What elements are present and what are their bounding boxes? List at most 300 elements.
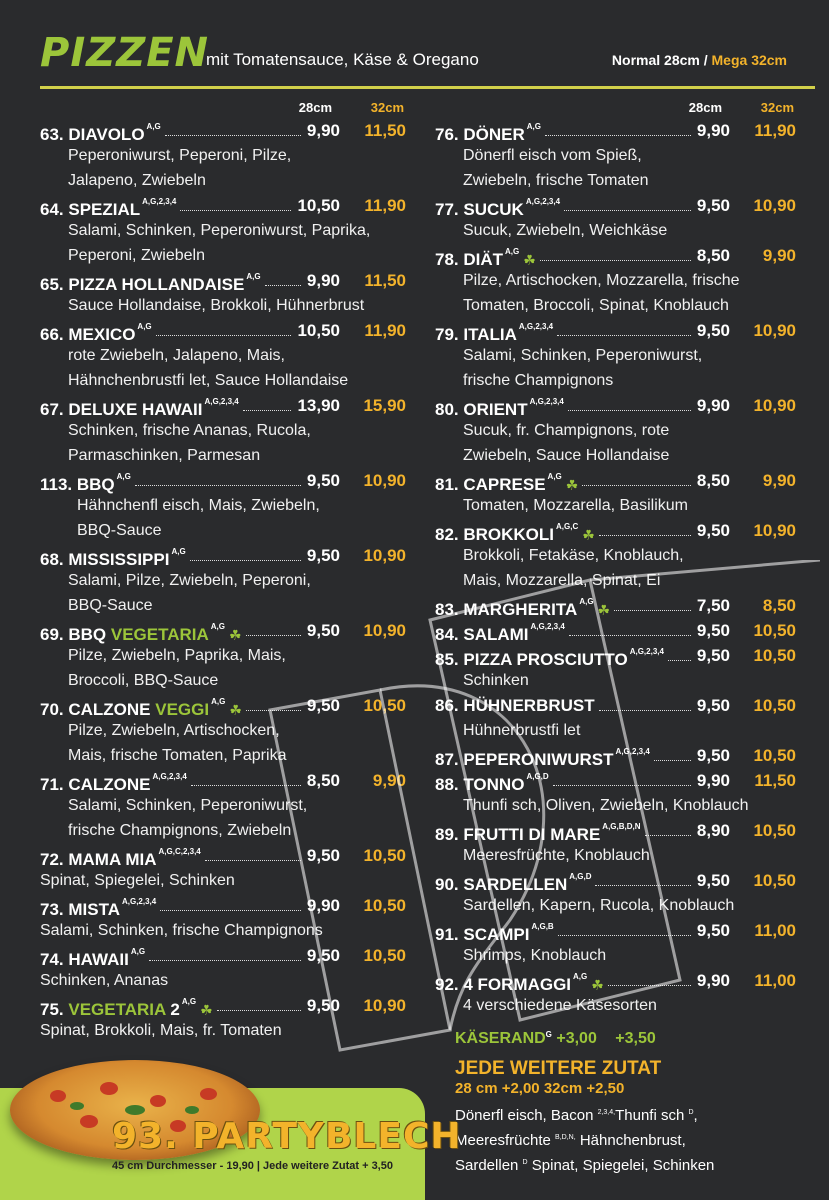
menu-item-name: 82. BROKKOLI <box>435 524 555 544</box>
menu-item <box>40 468 410 543</box>
leader-dots <box>599 709 691 711</box>
leader-dots <box>265 284 301 286</box>
menu-item <box>435 693 800 743</box>
allergen-code: A,G <box>171 547 186 556</box>
price-28cm: 9,50 <box>306 946 340 965</box>
price-28cm: 7,50 <box>696 596 730 615</box>
leaf-icon: ☘ <box>200 1001 213 1018</box>
price-32cm: 11,00 <box>754 971 796 990</box>
leader-dots <box>540 259 691 261</box>
allergen-code: B,D,N, <box>555 1134 576 1141</box>
menu-item-description: frische Champignons <box>463 372 614 389</box>
menu-item <box>435 318 800 393</box>
menu-item-row <box>435 518 800 543</box>
kaeserand-price-28: +3,00 <box>556 1030 597 1048</box>
menu-item <box>435 468 800 518</box>
menu-item <box>435 518 800 593</box>
menu-item-description: Hühnerbrustfi let <box>463 722 581 739</box>
menu-item <box>435 618 800 643</box>
menu-item-name: 92. 4 FORMAGGI <box>435 974 572 994</box>
allergen-code: A,G <box>210 622 226 631</box>
menu-item <box>40 393 410 468</box>
allergen-code: A,G <box>547 472 562 481</box>
menu-item-title <box>435 647 664 669</box>
extra-topping-line <box>455 1127 815 1152</box>
kaeserand-allergen: G <box>545 1030 552 1039</box>
menu-item-description: Jalapeno, Zwiebeln <box>68 172 206 189</box>
leader-dots <box>569 634 691 636</box>
allergen-code: A,G,D <box>526 772 549 781</box>
price-32cm: 10,50 <box>753 821 796 840</box>
leader-dots <box>180 209 291 211</box>
menu-item-row <box>435 468 800 493</box>
price-28cm: 9,50 <box>696 321 730 340</box>
menu-item <box>40 843 410 893</box>
menu-item-description: Hähnchenfl eisch, Mais, Zwiebeln, <box>77 497 320 514</box>
leader-dots <box>595 884 691 886</box>
menu-item <box>40 318 410 393</box>
topping-text: , <box>693 1107 698 1124</box>
allergen-code: A,G,2,3,4 <box>530 622 565 631</box>
menu-item <box>435 393 800 468</box>
menu-item-title <box>40 397 239 419</box>
menu-item-title <box>40 947 146 969</box>
menu-item-name: 85. PIZZA PROSCIUTTO <box>435 649 628 669</box>
leader-dots <box>614 609 691 611</box>
menu-item-name: 91. SCAMPI <box>435 924 530 944</box>
veg-label: VEGGI <box>155 699 210 719</box>
price-32cm: 10,50 <box>753 646 796 665</box>
price-32cm: 10,50 <box>363 846 406 865</box>
price-32cm: 10,50 <box>753 696 796 715</box>
menu-item-description: BBQ-Sauce <box>68 597 153 614</box>
veg-label: VEGETARIA <box>110 624 209 644</box>
menu-item-description: Tomaten, Broccoli, Spinat, Knoblauch <box>463 297 729 314</box>
kaeserand-label: KÄSERAND <box>455 1030 546 1048</box>
menu-item-row <box>435 743 800 768</box>
menu-item-row <box>435 243 800 268</box>
menu-item-description: Schinken <box>463 672 529 689</box>
menu-column-right <box>435 98 800 1018</box>
menu-item-name: 72. MAMA MIA <box>40 849 157 869</box>
header-divider <box>40 86 815 89</box>
menu-item-description: Pilze, Zwiebeln, Artischocken, <box>68 722 280 739</box>
price-28cm: 8,90 <box>696 821 730 840</box>
leader-dots <box>557 334 691 336</box>
allergen-code: A,G,2,3,4 <box>525 197 561 206</box>
size-mega: Mega 32cm <box>711 52 787 68</box>
menu-item <box>435 593 800 618</box>
menu-item <box>40 118 410 193</box>
menu-item-title <box>435 472 579 494</box>
menu-item-row <box>40 193 410 218</box>
allergen-code: A,G <box>573 972 588 981</box>
menu-item-title <box>435 772 549 794</box>
price-32cm: 10,90 <box>363 471 406 490</box>
menu-item-name: 75. <box>40 999 69 1019</box>
menu-item-row <box>40 693 410 718</box>
price-32cm: 10,90 <box>363 546 406 565</box>
menu-item-title <box>40 772 187 794</box>
allergen-code: A,G,2,3,4 <box>152 772 187 781</box>
allergen-code: A,G,B,D,N <box>602 822 641 831</box>
menu-item-title <box>435 747 650 769</box>
menu-item-row <box>435 693 800 718</box>
allergen-code: A,G <box>130 947 146 956</box>
menu-item-description: Broccoli, BBQ-Sauce <box>68 672 219 689</box>
menu-item-title <box>40 547 186 569</box>
price-32cm: 10,90 <box>363 996 406 1015</box>
menu-column-left <box>40 98 410 1043</box>
price-32cm: 15,90 <box>363 396 406 415</box>
menu-item <box>40 268 410 318</box>
extra-topping-line <box>455 1152 815 1177</box>
allergen-code: A,G <box>246 272 261 281</box>
menu-item-description: Salami, Schinken, frische Champignons <box>40 922 323 939</box>
partyblech-title: 93. PARTYBLECH <box>112 1116 462 1157</box>
price-28cm: 9,50 <box>306 621 340 640</box>
menu-item-name: 64. SPEZIAL <box>40 199 141 219</box>
size-normal: Normal 28cm / <box>611 52 708 68</box>
leader-dots <box>165 134 301 136</box>
menu-item-row <box>435 968 800 993</box>
menu-item-description: Tomaten, Mozzarella, Basilikum <box>463 497 688 514</box>
price-32cm: 10,90 <box>363 621 406 640</box>
price-28cm: 8,50 <box>306 771 340 790</box>
menu-item-name: 76. DÖNER <box>435 124 525 144</box>
price-28cm: 9,50 <box>696 871 730 890</box>
price-32cm: 11,90 <box>754 121 796 140</box>
menu-item <box>435 968 800 1018</box>
menu-item-description: Zwiebeln, frische Tomaten <box>463 172 649 189</box>
allergen-code: A,G,2,3,4 <box>615 747 650 756</box>
menu-item-row <box>40 943 410 968</box>
leader-dots <box>190 559 301 561</box>
menu-item-description: Sardellen, Kapern, Rucola, Knoblauch <box>463 897 735 914</box>
menu-item-title <box>40 197 177 219</box>
menu-item-description: BBQ-Sauce <box>77 522 162 539</box>
leaf-icon: ☘ <box>565 476 579 493</box>
price-28cm: 9,90 <box>696 396 730 415</box>
menu-item-title <box>435 872 592 894</box>
menu-item-description: Sucuk, fr. Champignons, rote <box>463 422 670 439</box>
allergen-code: A,G <box>526 122 541 131</box>
topping-text: Sardellen <box>455 1157 523 1174</box>
menu-item-title <box>435 322 554 344</box>
menu-item <box>40 543 410 618</box>
leader-dots <box>205 859 301 861</box>
allergen-code: A,G,C,2,3,4 <box>158 847 201 856</box>
price-32cm: 10,90 <box>753 521 796 540</box>
menu-item <box>435 243 800 318</box>
allergen-code: A,G <box>579 597 594 606</box>
menu-item-name: 86. HÜHNERBRUST <box>435 696 595 715</box>
menu-item-row <box>435 643 800 668</box>
menu-item-name-suffix: 2 <box>165 999 180 1019</box>
allergen-code: A,G <box>211 697 226 706</box>
menu-item-row <box>435 918 800 943</box>
menu-item-name: 80. ORIENT <box>435 399 528 419</box>
price-28cm: 9,50 <box>696 746 730 765</box>
price-28cm: 9,90 <box>306 896 340 915</box>
menu-item <box>435 868 800 918</box>
menu-item-row <box>40 468 410 493</box>
menu-item <box>435 118 800 193</box>
leader-dots <box>668 659 691 661</box>
price-28cm: 9,50 <box>696 521 730 540</box>
allergen-code: A,G,2,3,4 <box>529 397 564 406</box>
menu-item-name: 69. BBQ <box>40 624 111 644</box>
menu-item-description: Spinat, Brokkoli, Mais, fr. Tomaten <box>40 1022 282 1039</box>
menu-item-title <box>435 597 611 619</box>
menu-item-description: Mais, Mozzarella, Spinat, Ei <box>463 572 661 589</box>
leader-dots <box>582 484 691 486</box>
menu-item-row <box>435 868 800 893</box>
allergen-code: A,G <box>137 322 152 331</box>
leader-dots <box>599 534 691 536</box>
price-28cm: 9,90 <box>696 121 730 140</box>
menu-item <box>435 193 800 243</box>
leaf-icon: ☘ <box>523 251 536 268</box>
menu-item-title <box>435 972 604 994</box>
menu-item <box>435 743 800 768</box>
price-column-headers <box>435 98 800 118</box>
menu-item-row <box>40 618 410 643</box>
menu-item-title <box>435 247 536 269</box>
menu-item-description: Salami, Schinken, Peperoniwurst, <box>68 797 308 814</box>
price-32cm: 10,50 <box>753 871 796 890</box>
allergen-code: A,G,D <box>569 872 592 881</box>
price-28cm: 9,90 <box>306 121 340 140</box>
leader-dots <box>217 1009 301 1011</box>
menu-item-row <box>40 768 410 793</box>
menu-item-row <box>40 118 410 143</box>
menu-item-title <box>435 622 565 644</box>
leader-dots <box>545 134 691 136</box>
menu-item-description: Pilze, Artischocken, Mozzarella, frische <box>463 272 740 289</box>
menu-item-row <box>40 268 410 293</box>
leader-dots <box>149 959 301 961</box>
price-28cm: 8,50 <box>696 471 730 490</box>
price-column-headers <box>40 98 410 118</box>
menu-item-description: Schinken, frische Ananas, Rucola, <box>68 422 311 439</box>
menu-item-row <box>40 893 410 918</box>
price-32cm: 10,50 <box>363 696 406 715</box>
allergen-code: A,G,B <box>531 922 554 931</box>
leader-dots <box>243 409 291 411</box>
price-28cm: 9,90 <box>696 971 730 990</box>
menu-item-description: 4 verschiedene Käsesorten <box>463 997 657 1014</box>
page-title: PIZZEN <box>40 30 210 76</box>
allergen-code: 2,3,4, <box>597 1109 616 1116</box>
menu-item-title <box>435 822 641 844</box>
price-28cm: 9,50 <box>696 921 730 940</box>
veg-label: VEGETARIA <box>68 999 166 1019</box>
menu-item-description: Zwiebeln, Sauce Hollandaise <box>463 447 670 464</box>
price-32cm: 9,90 <box>762 471 796 490</box>
menu-item-row <box>435 593 800 618</box>
leader-dots <box>608 984 691 986</box>
leaf-icon: ☘ <box>229 626 242 643</box>
menu-item-name: 88. TONNO <box>435 774 525 794</box>
menu-item-description: Sucuk, Zwiebeln, Weichkäse <box>463 222 668 239</box>
menu-item-name: 87. PEPERONIWURST <box>435 749 614 769</box>
menu-item-description: Peperoni, Zwiebeln <box>68 247 205 264</box>
price-32cm: 9,90 <box>372 771 406 790</box>
size-legend <box>612 52 787 68</box>
topping-text: Meeresfrüchte <box>455 1132 556 1149</box>
menu-header <box>40 30 815 82</box>
price-32cm: 8,50 <box>762 596 796 615</box>
price-32cm: 10,90 <box>753 321 796 340</box>
menu-item-name: 113. BBQ <box>40 474 115 494</box>
price-32cm: 10,50 <box>753 746 796 765</box>
menu-item-name: 84. SALAMI <box>435 624 529 644</box>
leader-dots <box>160 909 301 911</box>
menu-item-name: 68. MISSISSIPPI <box>40 549 170 569</box>
leaf-icon: ☘ <box>582 526 595 543</box>
price-28cm: 9,50 <box>306 546 340 565</box>
price-28cm: 9,50 <box>306 846 340 865</box>
kaeserand-row <box>455 1030 815 1052</box>
leader-dots <box>568 409 691 411</box>
price-28cm: 9,50 <box>696 696 730 715</box>
menu-item-description: Dönerfl eisch vom Spieß, <box>463 147 642 164</box>
header-28cm: 28cm <box>688 100 722 115</box>
menu-item-name: 70. CALZONE <box>40 699 156 719</box>
menu-item-row <box>435 118 800 143</box>
menu-item-row <box>40 318 410 343</box>
menu-item-row <box>435 768 800 793</box>
menu-item <box>435 818 800 868</box>
menu-item-title <box>40 997 213 1019</box>
menu-item-row <box>40 393 410 418</box>
menu-item-description: Spinat, Spiegelei, Schinken <box>40 872 235 889</box>
menu-item-name: 77. SUCUK <box>435 199 524 219</box>
menu-item-description: Salami, Pilze, Zwiebeln, Peperoni, <box>68 572 311 589</box>
leader-dots <box>191 784 301 786</box>
page-subtitle: mit Tomatensauce, Käse & Oregano <box>206 50 479 69</box>
leaf-icon: ☘ <box>229 701 242 718</box>
menu-item-title <box>435 397 564 419</box>
menu-item-name: 67. DELUXE HAWAII <box>40 399 203 419</box>
price-28cm: 9,50 <box>696 621 730 640</box>
menu-item-title <box>40 897 157 919</box>
menu-item-title <box>40 122 161 144</box>
extra-topping-line <box>455 1102 815 1127</box>
topping-text: Spinat, Spiegelei, Schinken <box>527 1157 715 1174</box>
menu-item-description: Pilze, Zwiebeln, Paprika, Mais, <box>68 647 286 664</box>
menu-item-description: Salami, Schinken, Peperoniwurst, Paprika, <box>68 222 371 239</box>
menu-item-title <box>435 922 554 944</box>
menu-item-description: rote Zwiebeln, Jalapeno, Mais, <box>68 347 285 364</box>
leader-dots <box>246 709 301 711</box>
menu-item-title <box>40 472 131 494</box>
allergen-code: D <box>522 1159 528 1166</box>
leader-dots <box>553 784 691 786</box>
leader-dots <box>135 484 301 486</box>
price-28cm: 9,50 <box>306 471 340 490</box>
price-28cm: 9,90 <box>306 271 340 290</box>
menu-item <box>40 193 410 268</box>
leader-dots <box>156 334 291 336</box>
menu-item-name: 66. MEXICO <box>40 324 136 344</box>
menu-item-row <box>435 393 800 418</box>
menu-item-row <box>40 543 410 568</box>
menu-item <box>40 768 410 843</box>
allergen-code: A,G,2,3,4 <box>121 897 157 906</box>
menu-item-name: 79. ITALIA <box>435 324 517 344</box>
menu-item-row <box>435 193 800 218</box>
topping-text: Thunfi sch <box>615 1107 689 1124</box>
header-32cm: 32cm <box>760 100 794 115</box>
menu-item-description: Parmaschinken, Parmesan <box>68 447 261 464</box>
menu-item-title <box>435 696 595 715</box>
menu-item <box>40 993 410 1043</box>
extras-section <box>455 1030 815 1177</box>
kaeserand-price-32: +3,50 <box>615 1030 656 1048</box>
leader-dots <box>645 834 691 836</box>
menu-item-name: 78. DIÄT <box>435 249 504 269</box>
menu-item-description: Shrimps, Knoblauch <box>463 947 607 964</box>
header-32cm: 32cm <box>370 100 404 115</box>
menu-item-name: 74. HAWAII <box>40 949 129 969</box>
price-32cm: 11,50 <box>364 121 406 140</box>
menu-item-description: Sauce Hollandaise, Brokkoli, Hühnerbrust <box>68 297 365 314</box>
menu-item-name: 89. FRUTTI DI MARE <box>435 824 601 844</box>
price-28cm: 10,50 <box>297 196 340 215</box>
allergen-code: A,G,2,3,4 <box>204 397 239 406</box>
leader-dots <box>564 209 691 211</box>
menu-item-description: frische Champignons, Zwiebeln <box>68 822 292 839</box>
header-28cm: 28cm <box>298 100 332 115</box>
menu-item-title <box>40 622 242 644</box>
menu-item-description: Mais, frische Tomaten, Paprika <box>68 747 287 764</box>
menu-item <box>40 693 410 768</box>
menu-item-title <box>40 272 261 294</box>
menu-item-row <box>40 993 410 1018</box>
allergen-code: A,G,2,3,4 <box>142 197 177 206</box>
price-32cm: 11,90 <box>364 321 406 340</box>
price-32cm: 10,50 <box>753 621 796 640</box>
menu-item-name: 65. PIZZA HOLLANDAISE <box>40 274 245 294</box>
menu-item <box>435 768 800 818</box>
menu-item-title <box>40 697 242 719</box>
price-28cm: 9,50 <box>696 646 730 665</box>
price-32cm: 11,00 <box>754 921 796 940</box>
menu-item-title <box>435 522 595 544</box>
price-28cm: 9,50 <box>306 696 340 715</box>
menu-item-name: 81. CAPRESE <box>435 474 546 494</box>
price-32cm: 11,90 <box>364 196 406 215</box>
allergen-code: A,G <box>146 122 161 131</box>
leader-dots <box>246 634 301 636</box>
menu-item-description: Salami, Schinken, Peperoniwurst, <box>463 347 703 364</box>
leaf-icon: ☘ <box>591 976 604 993</box>
menu-item-name: 83. MARGHERITA <box>435 599 578 619</box>
allergen-code: A,G <box>116 472 131 481</box>
allergen-code: A,G,2,3,4 <box>518 322 554 331</box>
leader-dots <box>654 759 691 761</box>
menu-item-title <box>435 122 541 144</box>
menu-item-name: 73. MISTA <box>40 899 120 919</box>
menu-item-row <box>40 843 410 868</box>
allergen-code: D <box>688 1109 694 1116</box>
price-32cm: 10,90 <box>753 196 796 215</box>
menu-item <box>40 893 410 943</box>
price-32cm: 11,50 <box>364 271 406 290</box>
menu-item-name: 90. SARDELLEN <box>435 874 568 894</box>
